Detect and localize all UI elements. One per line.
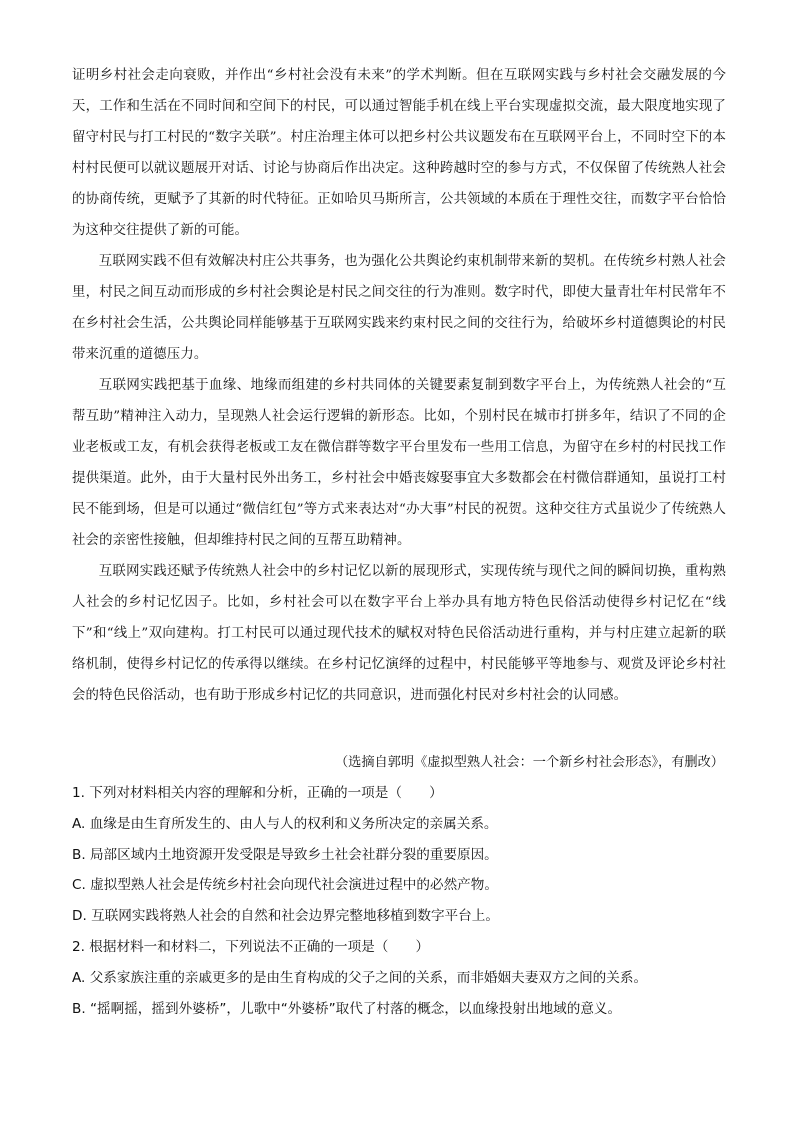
passage-paragraph: 互联网实践还赋予传统熟人社会中的乡村记忆以新的展现形式，实现传统与现代之间的瞬间切换，重构熟人社会的乡村记忆因子。比如，乡村社会可以在数字平台上举办具有地方特色民俗活动使得乡村记忆在“线下”和“线上”双向建构。打工村民可以通过现代技术的赋权对特色民俗活动进行重构，并与村庄建立起新的联络机制，使得乡村记忆的传承得以继续。在乡村记忆演绎的过程中，村民能够平等地参与、观赏及评论乡村社会的特色民俗活动，也有助于形成乡村记忆的共同意识，进而强化村民对乡村社会的认同感。 bbox=[72, 564, 726, 703]
question-stem: 2. 根据材料一和材料二，下列说法不正确的一项是（ ） bbox=[72, 938, 430, 955]
option-b: B. “摇啊摇，摇到外婆桥”，儿歌中“外婆桥”取代了村落的概念，以血缘投射出地域的意义。 bbox=[72, 1000, 622, 1017]
option-a: A. 血缘是由生育所发生的、由人与人的权利和义务所决定的亲属关系。 bbox=[72, 815, 498, 832]
option-c: C. 虚拟型熟人社会是传统乡村社会向现代社会演进过程中的必然产物。 bbox=[72, 877, 498, 894]
option-b: B. 局部区域内土地资源开发受限是导致乡土社会社群分裂的重要原因。 bbox=[72, 846, 498, 863]
option-d: D. 互联网实践将熟人社会的自然和社会边界完整地移植到数字平台上。 bbox=[72, 908, 499, 925]
question-2 bbox=[72, 932, 726, 1024]
passage-source-citation: （选摘自郭明《虚拟型熟人社会：一个新乡村社会形态》，有删改） bbox=[334, 755, 724, 770]
question-stem: 1. 下列对材料相关内容的理解和分析，正确的一项是（ ） bbox=[72, 785, 443, 801]
passage-paragraph: 互联网实践把基于血缘、地缘而组建的乡村共同体的关键要素复制到数字平台上，为传统熟人社会的“互帮互助”精神注入动力，呈现熟人社会运行逻辑的新形态。比如，个别村民在城市打拼多年，结识了不同的企业老板或工友，有机会获得老板或工友在微信群等数字平台里发布一些用工信息，为留守在乡村的村民找工作提供渠道。此外，由于大量村民外出务工，乡村社会中婚丧嫁娶事宜大多数都会在村微信群通知，虽说打工村民不能到场，但是可以通过“微信红包”等方式来表达对“办大事”村民的祝贺。这种交往方式虽说少了传统熟人社会的亲密性接触，但却维持村民之间的互帮互助精神。 bbox=[72, 378, 726, 548]
passage-paragraph: 互联网实践不但有效解决村庄公共事务，也为强化公共舆论约束机制带来新的契机。在传统乡村熟人社会里，村民之间互动而形成的乡村社会舆论是村民之间交往的行为准则。数字时代，即使大量青壮年村民常年不在乡村社会生活，公共舆论同样能够基于互联网实践来约束村民之间的交往行为，给破坏乡村道德舆论的村民带来沉重的道德压力。 bbox=[72, 254, 726, 362]
option-a: A. 父系家族注重的亲戚更多的是由生育构成的父子之间的关系，而非婚姻夫妻双方之间的关系。 bbox=[72, 969, 648, 986]
reading-passage bbox=[72, 60, 726, 711]
question-section bbox=[72, 778, 726, 1024]
question-1 bbox=[72, 778, 726, 932]
passage-paragraph: 证明乡村社会走向衰败，并作出“乡村社会没有未来”的学术判断。但在互联网实践与乡村社会交融发展的今天，工作和生活在不同时间和空间下的村民，可以通过智能手机在线上平台实现虚拟交流，最大限度地实现了留守村民与打工村民的“数字关联”。村庄治理主体可以把乡村公共议题发布在互联网平台上，不同时空下的本村村民便可以就议题展开对话、讨论与协商后作出决定。这种跨越时空的参与方式，不仅保留了传统熟人社会的协商传统，更赋予了其新的时代特征。正如哈贝马斯所言，公共领域的本质在于理性交往，而数字平台恰恰为这种交往提供了新的可能。 bbox=[72, 68, 726, 238]
